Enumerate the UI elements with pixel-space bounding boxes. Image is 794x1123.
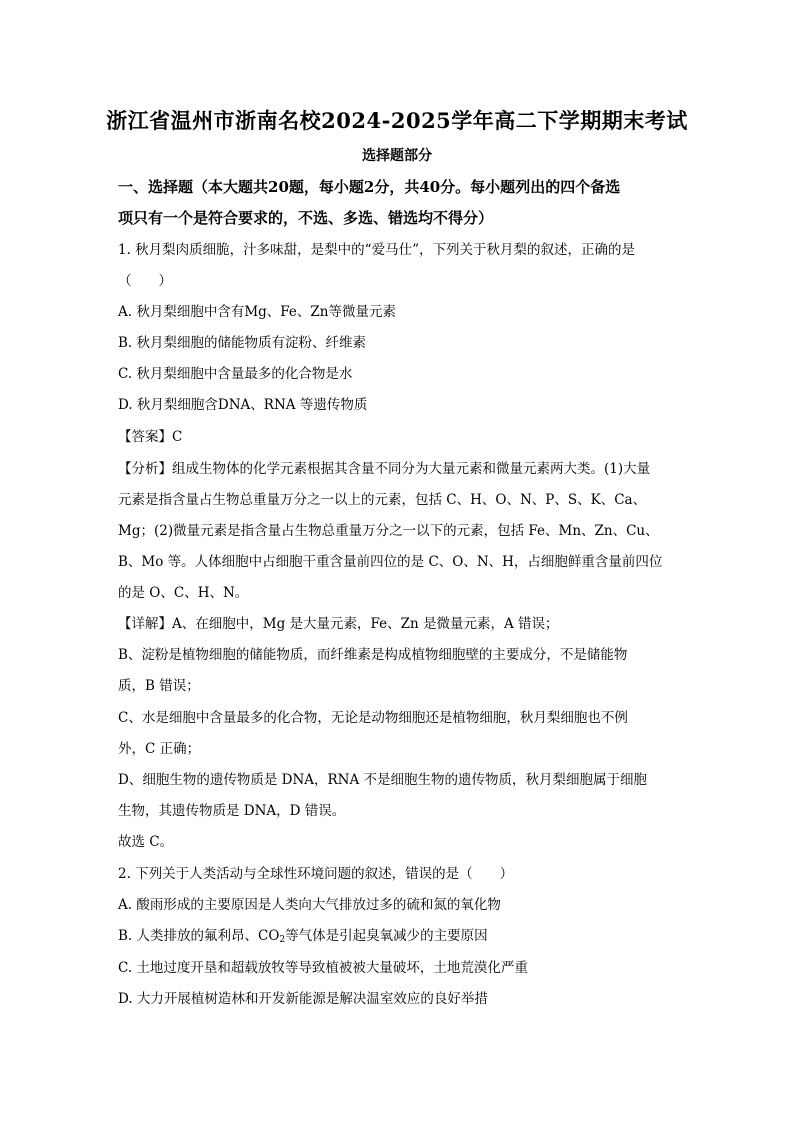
q1-detail-line-1: 【详解】A、在细胞中，Mg 是大量元素，Fe、Zn 是微量元素，A 错误；: [118, 616, 559, 632]
q1-detail-line-5: 外，C 正确；: [118, 741, 201, 757]
q1-option-d: D. 秋月梨细胞含DNA、RNA 等遗传物质: [118, 397, 368, 413]
q1-analysis-line-5: 的是 O、C、H、N。: [118, 585, 249, 601]
q2-option-b: [118, 924, 488, 944]
section-heading-line-1: 一、选择题（本大题共20题，每小题2分，共40分。每小题列出的四个备选: [118, 178, 621, 196]
q2-option-c: C. 土地过度开垦和超载放牧等导致植被被大量破坏，土地荒漠化严重: [118, 960, 528, 976]
q1-conclusion: 故选 C。: [118, 834, 174, 850]
section-heading-line-2: 项只有一个是符合要求的，不选、多选、错选均不得分）: [118, 209, 494, 227]
q1-detail-line-2: B、淀粉是植物细胞的储能物质，而纤维素是构成植物细胞壁的主要成分，不是储能物: [118, 647, 628, 663]
q1-analysis-line-1: 【分析】组成生物体的化学元素根据其含量不同分为大量元素和微量元素两大类。(1)大量: [118, 461, 651, 477]
q1-detail-line-7: 生物，其遗传物质是 DNA，D 错误。: [118, 803, 346, 819]
q2-option-a: A. 酸雨形成的主要原因是人类向大气排放过多的硫和氮的氧化物: [118, 897, 501, 913]
q1-option-c: C. 秋月梨细胞中含量最多的化合物是水: [118, 366, 353, 382]
q1-stem-line-1: 1. 秋月梨肉质细脆，汁多味甜，是梨中的“爱马仕”，下列关于秋月梨的叙述，正确的是: [118, 242, 635, 258]
q2-option-b-text-end: 等气体是引起臭氧减少的主要原因: [285, 928, 488, 944]
q1-answer: 【答案】C: [118, 429, 183, 445]
section-heading: [118, 172, 678, 234]
q1-stem-line-2: （ ）: [118, 273, 172, 289]
q1-detail-line-3: 质，B 错误；: [118, 678, 200, 694]
q2-stem: 2. 下列关于人类活动与全球性环境问题的叙述，错误的是（ ）: [118, 866, 514, 882]
q1-analysis-line-3: Mg；(2)微量元素是指含量占生物总重量万分之一以下的元素，包括 Fe、Mn、Zn、Cu、: [118, 523, 659, 539]
q1-detail-line-4: C、水是细胞中含量最多的化合物，无论是动物细胞还是植物细胞，秋月梨细胞也不例: [118, 710, 628, 726]
q2-option-b-subscript: 2: [279, 935, 286, 945]
q1-detail-line-6: D、细胞生物的遗传物质是 DNA，RNA 不是细胞生物的遗传物质，秋月梨细胞属于细胞: [118, 772, 648, 788]
q2-option-b-text-start: B. 人类排放的氟利昂、CO: [118, 928, 280, 944]
section-subtitle: 选择题部分: [362, 148, 432, 164]
document-title: 浙江省温州市浙南名校2024-2025学年高二下学期期末考试: [106, 108, 688, 133]
q2-option-d: D. 大力开展植树造林和开发新能源是解决温室效应的良好举措: [118, 991, 488, 1007]
q1-option-a: A. 秋月梨细胞中含有Mg、Fe、Zn等微量元素: [118, 304, 396, 320]
q1-analysis-line-4: B、Mo 等。人体细胞中占细胞干重含量前四位的是 C、O、N、H，占细胞鲜重含量前四位: [118, 554, 663, 570]
q1-option-b: B. 秋月梨细胞的储能物质有淀粉、纤维素: [118, 335, 367, 351]
q1-analysis-line-2: 元素是指含量占生物总重量万分之一以上的元素，包括 C、H、O、N、P、S、K、Ca、: [118, 492, 647, 508]
